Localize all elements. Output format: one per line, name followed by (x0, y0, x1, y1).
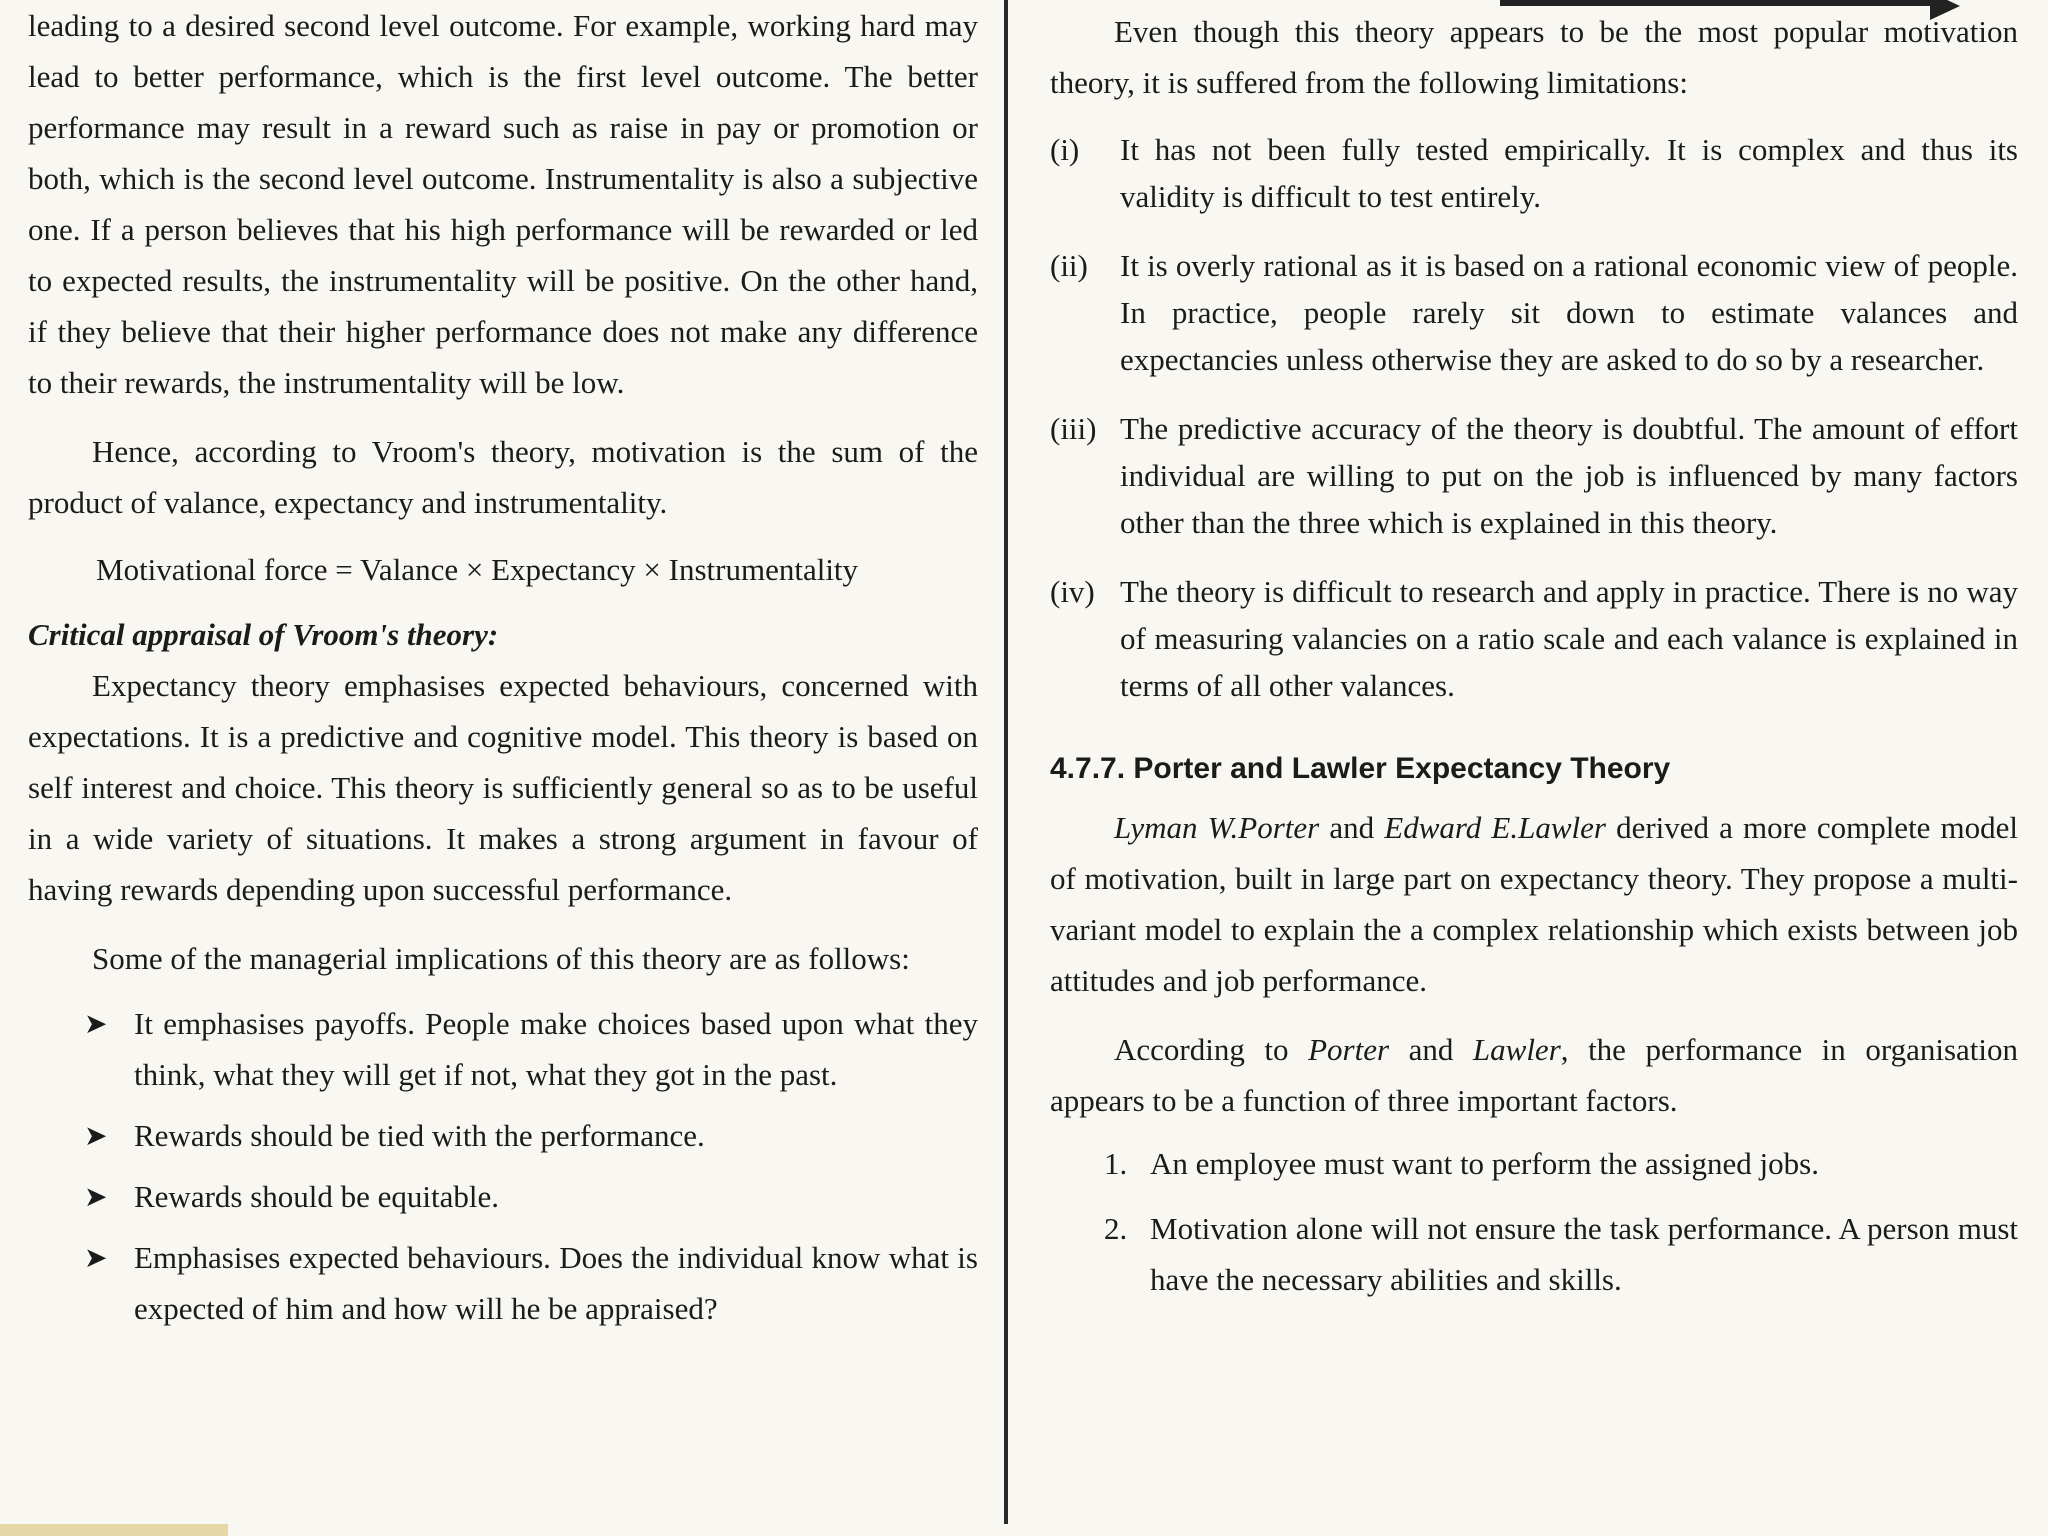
conjunction: and (1329, 810, 1375, 845)
list-item (1050, 242, 2018, 383)
list-item-number: 2. (1104, 1211, 1128, 1246)
right-column (1050, 0, 2018, 1536)
paragraph-according-to (1050, 1024, 2018, 1126)
conjunction: and (1408, 1032, 1454, 1067)
lawler-name: Edward E.Lawler (1384, 810, 1606, 845)
list-item (1104, 1203, 2018, 1305)
list-item (1104, 1138, 2018, 1189)
list-item (1050, 405, 2018, 546)
column-divider (1004, 0, 1008, 1524)
paragraph-text-prefix: According to (1114, 1032, 1289, 1067)
list-item (1050, 568, 2018, 709)
paragraph-text: , the performance in organisation appears to be a function of three important factors. (1050, 1032, 2019, 1118)
page-tab-strip (0, 1524, 228, 1536)
list-item-text: It is overly rational as it is based on a rational economic view of people. In practice, people rarely sit down to estimate valances and expectancies unless otherwise they are asked to do so by a researcher. (1120, 248, 2018, 377)
list-item-text: The theory is difficult to research and apply in practice. There is no way of measuring valancies on a ratio scale and each valance is explained in terms of all other valances. (1120, 574, 2018, 703)
paragraph-instrumentality: leading to a desired second level outcome. For example, working hard may lead to better performance, which is the first level outcome. The better performance may result in a reward such as raise in pay or promotion or both, which is the second level outcome. Instrumentality is also a subjective one. If a person believes that his high performance will be rewarded or led to expected results, the instrumentality will be positive. On the other hand, if they believe that their higher performance does not make any difference to their rewards, the instrumentality will be low. (28, 8, 978, 400)
list-item-text: Rewards should be tied with the performance. (134, 1118, 705, 1153)
list-item-text: Motivation alone will not ensure the task performance. A person must have the necessary abilities and skills. (1150, 1211, 2018, 1297)
section-heading: 4.7.7. Porter and Lawler Expectancy Theory (1050, 752, 1671, 785)
arrow-bullet-icon: ➤ (84, 1119, 108, 1152)
motivational-force-formula: Motivational force = Valance × Expectancy × Instrumentality (96, 552, 859, 587)
list-item (84, 998, 978, 1100)
porter-name: Lyman W.Porter (1114, 810, 1320, 845)
paragraph-limitations-intro: Even though this theory appears to be the most popular motivation theory, it is suffered from the following limitations: (1050, 14, 2018, 100)
paragraph-porter-lawler (1050, 802, 2018, 1006)
lawler-name: Lawler (1472, 1032, 1561, 1067)
left-column (28, 0, 978, 1536)
arrow-bullet-icon: ➤ (84, 1007, 108, 1040)
paragraph-vroom-summary: Hence, according to Vroom's theory, motivation is the sum of the product of valance, expectancy and instrumentality. (28, 434, 978, 520)
list-item-number: (ii) (1050, 248, 1088, 283)
paragraph-text: derived a more complete model of motivation, built in large part on expectancy theory. They propose a multi-variant model to explain the a complex relationship which exists between job attitudes and job performance. (1050, 810, 2019, 998)
list-item-text: Emphasises expected behaviours. Does the individual know what is expected of him and how will he be appraised? (134, 1240, 978, 1326)
list-item-text: It emphasises payoffs. People make choices based upon what they think, what they will get if not, what they got in the past. (134, 1006, 978, 1092)
list-item-text: An employee must want to perform the assigned jobs. (1150, 1146, 1819, 1181)
list-item-text: It has not been fully tested empirically. It is complex and thus its validity is difficult to test entirely. (1120, 132, 2018, 214)
paragraph-expectancy-theory: Expectancy theory emphasises expected behaviours, concerned with expectations. It is a predictive and cognitive model. This theory is based on self interest and choice. This theory is sufficiently general so as to be useful in a wide variety of situations. It makes a strong argument in favour of having rewards depending upon successful performance. (28, 668, 978, 907)
critical-appraisal-heading: Critical appraisal of Vroom's theory: (28, 617, 499, 652)
list-item (84, 1110, 978, 1161)
list-item-text: Rewards should be equitable. (134, 1179, 500, 1214)
list-item-number: (i) (1050, 132, 1080, 167)
list-item-number: (iv) (1050, 574, 1095, 609)
arrow-bullet-icon: ➤ (84, 1241, 108, 1274)
list-item (1050, 126, 2018, 220)
limitations-list (1050, 126, 2018, 709)
arrow-bullet-icon: ➤ (84, 1180, 108, 1213)
implications-list (28, 998, 978, 1334)
list-item-number: 1. (1104, 1146, 1128, 1181)
paragraph-managerial-implications: Some of the managerial implications of this theory are as follows: (92, 941, 910, 976)
factors-list (1050, 1138, 2018, 1305)
porter-name: Porter (1308, 1032, 1390, 1067)
list-item-number: (iii) (1050, 411, 1097, 446)
list-item (84, 1232, 978, 1334)
list-item-text: The predictive accuracy of the theory is doubtful. The amount of effort individual are willing to put on the job is influenced by many factors other than the three which is explained in this theory. (1120, 411, 2018, 540)
list-item (84, 1171, 978, 1222)
